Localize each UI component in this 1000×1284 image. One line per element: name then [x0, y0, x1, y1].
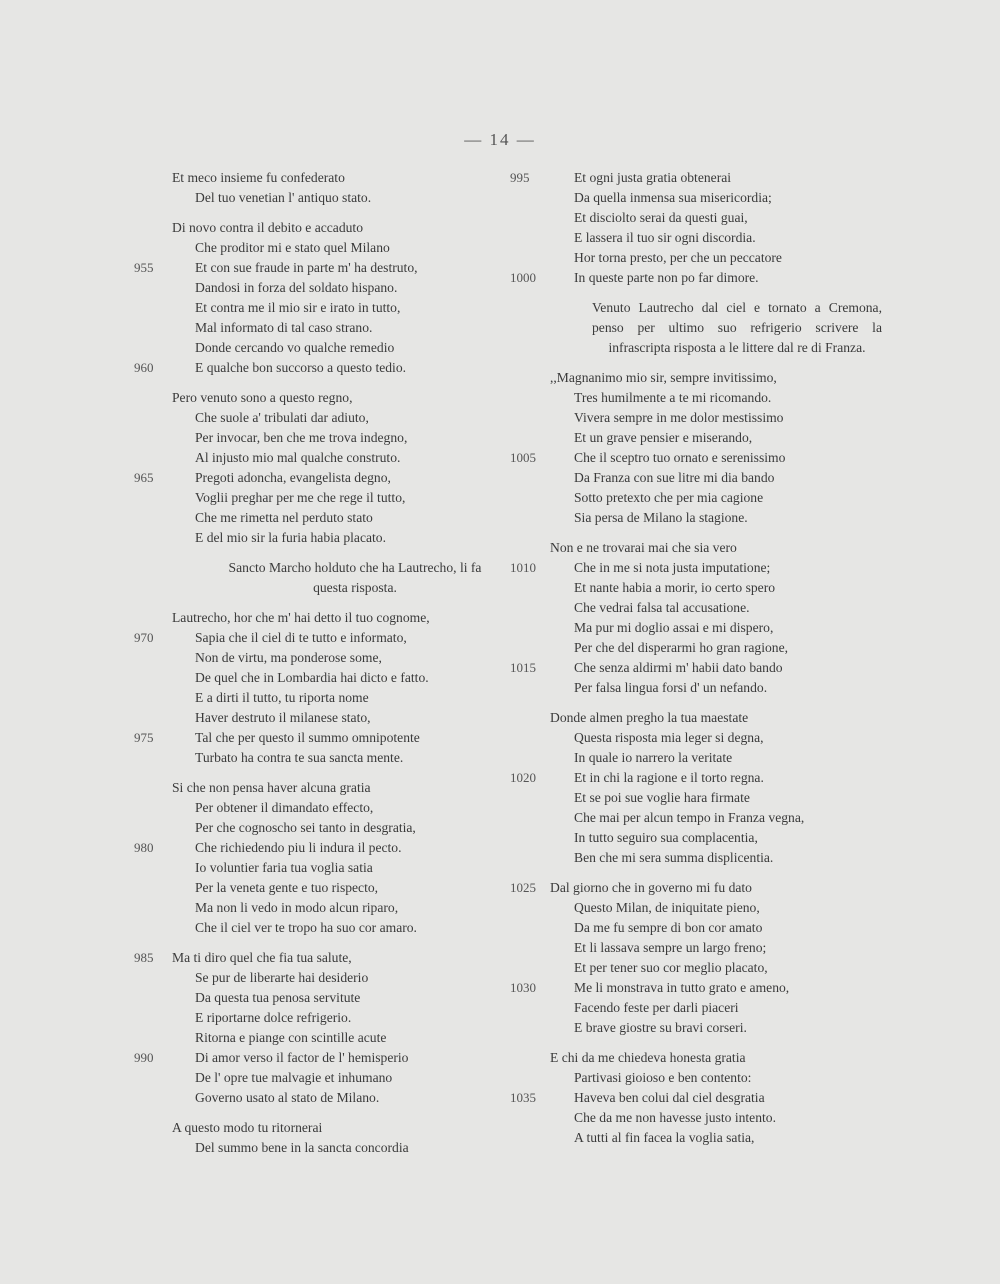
verse-text: Sia persa de Milano la stagione. — [574, 510, 748, 525]
stanza — [132, 168, 500, 208]
stanza-gap — [132, 378, 500, 388]
verse-line — [132, 878, 500, 898]
verse-text: E del mio sir la furia habia placato. — [195, 530, 386, 545]
verse-line — [508, 1068, 888, 1088]
verse-line — [508, 808, 888, 828]
verse-text: Hor torna presto, per che un peccatore — [574, 250, 782, 265]
line-number: 1000 — [510, 270, 536, 285]
verse-line — [132, 258, 500, 278]
stanza-gap — [508, 868, 888, 878]
verse-line — [132, 428, 500, 448]
verse-text: Ma ti diro quel che fia tua salute, — [172, 950, 352, 965]
verse-text: Lautrecho, hor che m' hai detto il tuo cognome, — [172, 610, 430, 625]
verse-line — [132, 1138, 500, 1158]
verse-line — [132, 168, 500, 188]
verse-line — [132, 278, 500, 298]
verse-text: Facendo feste per darli piaceri — [574, 1000, 739, 1015]
verse-line — [132, 668, 500, 688]
verse-line — [508, 978, 888, 998]
verse-line — [132, 1088, 500, 1108]
verse-line — [508, 448, 888, 468]
verse-line — [508, 508, 888, 528]
verse-text: De l' opre tue malvagie et inhumano — [195, 1070, 393, 1085]
prose-heading: Sancto Marcho holduto che ha Lautrecho, li fa questa risposta. — [228, 560, 482, 595]
verse-text: Per falsa lingua forsi d' un nefando. — [574, 680, 768, 695]
verse-line — [132, 358, 500, 378]
line-number: 1005 — [510, 450, 536, 465]
verse-line — [132, 1068, 500, 1088]
verse-line — [132, 858, 500, 878]
line-number: 975 — [134, 730, 154, 745]
verse-text: Donde cercando vo qualche remedio — [195, 340, 395, 355]
verse-line — [132, 388, 500, 408]
verse-line — [508, 618, 888, 638]
verse-text: Et contra me il mio sir e irato in tutto, — [195, 300, 401, 315]
verse-text: Da quella inmensa sua misericordia; — [574, 190, 772, 205]
verse-line — [132, 798, 500, 818]
prose-heading: Venuto Lautrecho dal ciel e tornato a Cremona, penso per ultimo suo refrigerio scrivere la infrascripta risposta a le littere dal re di Franza. — [592, 300, 882, 355]
verse-line — [508, 598, 888, 618]
verse-line — [132, 488, 500, 508]
stanza-gap — [508, 698, 888, 708]
verse-line — [132, 688, 500, 708]
verse-text: Haveva ben colui dal ciel desgratia — [574, 1090, 765, 1105]
verse-text: Che richiedendo piu li indura il pecto. — [195, 840, 402, 855]
verse-text: Che me rimetta nel perduto stato — [195, 510, 373, 525]
verse-line — [132, 778, 500, 798]
verse-text: Che suole a' tribulati dar adiuto, — [195, 410, 369, 425]
verse-line — [132, 918, 500, 938]
stanza — [132, 218, 500, 378]
verse-line — [508, 828, 888, 848]
verse-text: Dal giorno che in governo mi fu dato — [550, 880, 752, 895]
line-number: 1030 — [510, 980, 536, 995]
line-number: 1015 — [510, 660, 536, 675]
verse-text: Et per tener suo cor meglio placato, — [574, 960, 768, 975]
verse-line — [508, 228, 888, 248]
verse-text: Voglii preghar per me che rege il tutto, — [195, 490, 406, 505]
verse-line — [132, 988, 500, 1008]
verse-line — [508, 878, 888, 898]
verse-text: Tal che per questo il summo omnipotente — [195, 730, 420, 745]
verse-line — [508, 768, 888, 788]
verse-text: A questo modo tu ritornerai — [172, 1120, 323, 1135]
verse-text: Et un grave pensier e miserando, — [574, 430, 753, 445]
verse-text: Si che non pensa haver alcuna gratia — [172, 780, 371, 795]
verse-text: Che vedrai falsa tal accusatione. — [574, 600, 750, 615]
line-number: 985 — [134, 950, 154, 965]
line-number: 1020 — [510, 770, 536, 785]
verse-text: De quel che in Lombardia hai dicto e fatto. — [195, 670, 429, 685]
stanza — [508, 1048, 888, 1148]
stanza-gap — [132, 208, 500, 218]
verse-line — [132, 468, 500, 488]
line-number: 980 — [134, 840, 154, 855]
verse-line — [132, 968, 500, 988]
verse-text: Da Franza con sue litre mi dia bando — [574, 470, 775, 485]
verse-text: Pregoti adoncha, evangelista degno, — [195, 470, 391, 485]
verse-line — [132, 1008, 500, 1028]
verse-text: Ma non li vedo in modo alcun riparo, — [195, 900, 399, 915]
line-number: 970 — [134, 630, 154, 645]
verse-text: Di amor verso il factor de l' hemisperio — [195, 1050, 409, 1065]
line-number: 990 — [134, 1050, 154, 1065]
verse-line — [508, 788, 888, 808]
verse-text: Ben che mi sera summa displicentia. — [574, 850, 774, 865]
stanza-gap — [508, 288, 888, 298]
verse-line — [132, 508, 500, 528]
verse-line — [508, 408, 888, 428]
verse-line — [508, 558, 888, 578]
verse-line — [508, 1088, 888, 1108]
verse-text: ,,Magnanimo mio sir, sempre invitissimo, — [550, 370, 777, 385]
verse-text: E lassera il tuo sir ogni discordia. — [574, 230, 756, 245]
verse-line — [132, 648, 500, 668]
verse-text: Et meco insieme fu confederato — [172, 170, 345, 185]
verse-text: E brave giostre su bravi corseri. — [574, 1020, 747, 1035]
verse-text: Sotto pretexto che per mia cagione — [574, 490, 764, 505]
line-number: 995 — [510, 170, 530, 185]
verse-line — [508, 898, 888, 918]
verse-line — [132, 188, 500, 208]
stanza — [132, 778, 500, 938]
verse-line — [508, 998, 888, 1018]
verse-text: A tutti al fin facea la voglia satia, — [574, 1130, 755, 1145]
verse-line — [508, 538, 888, 558]
verse-text: Questo Milan, de iniquitate pieno, — [574, 900, 760, 915]
verse-text: Che senza aldirmi m' habii dato bando — [574, 660, 783, 675]
verse-text: Dandosi in forza del soldato hispano. — [195, 280, 398, 295]
verse-line — [508, 1048, 888, 1068]
verse-text: In queste parte non po far dimore. — [574, 270, 759, 285]
verse-text: Per che del disperarmi ho gran ragione, — [574, 640, 789, 655]
verse-line — [508, 958, 888, 978]
right-column — [508, 168, 888, 1148]
verse-text: Et li lassava sempre un largo freno; — [574, 940, 767, 955]
verse-text: Da me fu sempre di bon cor amato — [574, 920, 763, 935]
verse-line — [508, 918, 888, 938]
verse-line — [132, 448, 500, 468]
verse-text: Et con sue fraude in parte m' ha destruto, — [195, 260, 418, 275]
stanza — [508, 538, 888, 698]
verse-line — [508, 938, 888, 958]
verse-text: Et in chi la ragione e il torto regna. — [574, 770, 764, 785]
verse-text: Che il ciel ver te tropo ha suo cor amaro. — [195, 920, 417, 935]
verse-line — [132, 628, 500, 648]
verse-text: Haver destruto il milanese stato, — [195, 710, 371, 725]
verse-text: Et se poi sue voglie hara firmate — [574, 790, 750, 805]
stanza — [508, 168, 888, 288]
verse-line — [508, 208, 888, 228]
verse-line — [508, 168, 888, 188]
verse-line — [132, 898, 500, 918]
verse-text: Del tuo venetian l' antiquo stato. — [195, 190, 372, 205]
verse-text: Che proditor mi e stato quel Milano — [195, 240, 390, 255]
verse-line — [132, 1118, 500, 1138]
stanza-gap — [508, 1038, 888, 1048]
verse-text: Se pur de liberarte hai desiderio — [195, 970, 369, 985]
verse-line — [132, 608, 500, 628]
verse-line — [508, 468, 888, 488]
verse-line — [508, 748, 888, 768]
stanza — [132, 608, 500, 768]
stanza-gap — [508, 358, 888, 368]
verse-text: E chi da me chiedeva honesta gratia — [550, 1050, 746, 1065]
verse-line — [132, 298, 500, 318]
verse-line — [508, 248, 888, 268]
verse-text: Donde almen pregho la tua maestate — [550, 710, 749, 725]
verse-line — [508, 388, 888, 408]
line-number: 960 — [134, 360, 154, 375]
verse-text: Per obtener il dimandato effecto, — [195, 800, 374, 815]
verse-line — [508, 638, 888, 658]
verse-line — [132, 708, 500, 728]
line-number: 1035 — [510, 1090, 536, 1105]
verse-text: Non e ne trovarai mai che sia vero — [550, 540, 737, 555]
stanza — [508, 878, 888, 1038]
verse-text: E a dirti il tutto, tu riporta nome — [195, 690, 369, 705]
verse-text: In quale io narrero la veritate — [574, 750, 733, 765]
verse-line — [508, 728, 888, 748]
verse-line — [508, 268, 888, 288]
stanza-gap — [132, 1108, 500, 1118]
verse-text: Del summo bene in la sancta concordia — [195, 1140, 409, 1155]
verse-line — [132, 408, 500, 428]
verse-line — [508, 488, 888, 508]
verse-text: Da questa tua penosa servitute — [195, 990, 361, 1005]
verse-text: Non de virtu, ma ponderose some, — [195, 650, 382, 665]
verse-line — [132, 748, 500, 768]
verse-line — [132, 528, 500, 548]
verse-text: Governo usato al stato de Milano. — [195, 1090, 380, 1105]
verse-text: Mal informato di tal caso strano. — [195, 320, 373, 335]
verse-text: Questa risposta mia leger si degna, — [574, 730, 764, 745]
verse-text: Ritorna e piange con scintille acute — [195, 1030, 387, 1045]
verse-line — [132, 338, 500, 358]
stanza-gap — [132, 598, 500, 608]
verse-text: Che da me non havesse justo intento. — [574, 1110, 776, 1125]
verse-text: Io voluntier faria tua voglia satia — [195, 860, 373, 875]
verse-text: Per invocar, ben che me trova indegno, — [195, 430, 408, 445]
verse-text: Et disciolto serai da questi guai, — [574, 210, 748, 225]
stanza-gap — [508, 528, 888, 538]
verse-line — [132, 948, 500, 968]
verse-text: Et nante habia a morir, io certo spero — [574, 580, 776, 595]
verse-line — [132, 728, 500, 748]
verse-text: Tres humilmente a te mi ricomando. — [574, 390, 772, 405]
verse-line — [508, 428, 888, 448]
verse-text: Per che cognoscho sei tanto in desgratia, — [195, 820, 416, 835]
verse-text: Sapia che il ciel di te tutto e informato, — [195, 630, 407, 645]
verse-text: Pero venuto sono a questo regno, — [172, 390, 353, 405]
verse-text: Per la veneta gente e tuo rispecto, — [195, 880, 379, 895]
verse-line — [132, 1048, 500, 1068]
verse-line — [508, 1128, 888, 1148]
verse-text: Vivera sempre in me dolor mestissimo — [574, 410, 784, 425]
verse-line — [132, 318, 500, 338]
stanza — [132, 1118, 500, 1158]
stanza-gap — [132, 938, 500, 948]
verse-text: Che mai per alcun tempo in Franza vegna, — [574, 810, 805, 825]
verse-line — [132, 218, 500, 238]
line-number: 965 — [134, 470, 154, 485]
stanza — [508, 708, 888, 868]
verse-line — [508, 578, 888, 598]
verse-line — [508, 848, 888, 868]
verse-text: Ma pur mi doglio assai e mi dispero, — [574, 620, 774, 635]
verse-line — [508, 678, 888, 698]
verse-text: Che in me si nota justa imputatione; — [574, 560, 771, 575]
verse-line — [132, 838, 500, 858]
stanza — [508, 368, 888, 528]
line-number: 1010 — [510, 560, 536, 575]
verse-text: Che il sceptro tuo ornato e serenissimo — [574, 450, 786, 465]
verse-text: Me li monstrava in tutto grato e ameno, — [574, 980, 790, 995]
verse-text: Al injusto mio mal qualche construto. — [195, 450, 401, 465]
verse-text: Di novo contra il debito e accaduto — [172, 220, 364, 235]
page-number: — 14 — — [464, 130, 536, 149]
left-column — [132, 168, 500, 1158]
verse-line — [132, 1028, 500, 1048]
stanza — [132, 948, 500, 1108]
verse-text: E riportarne dolce refrigerio. — [195, 1010, 352, 1025]
verse-line — [508, 188, 888, 208]
line-number: 1025 — [510, 880, 536, 895]
verse-line — [508, 1108, 888, 1128]
verse-text: Turbato ha contra te sua sancta mente. — [195, 750, 404, 765]
verse-line — [508, 658, 888, 678]
verse-text: E qualche bon succorso a questo tedio. — [195, 360, 407, 375]
verse-line — [508, 708, 888, 728]
verse-text: Et ogni justa gratia obtenerai — [574, 170, 732, 185]
verse-line — [132, 818, 500, 838]
stanza-gap — [132, 768, 500, 778]
line-number: 955 — [134, 260, 154, 275]
stanza-gap — [132, 548, 500, 558]
verse-line — [508, 368, 888, 388]
verse-text: Partivasi gioioso e ben contento: — [574, 1070, 752, 1085]
verse-line — [132, 238, 500, 258]
verse-line — [508, 1018, 888, 1038]
stanza — [132, 388, 500, 548]
verse-text: In tutto seguiro sua complacentia, — [574, 830, 758, 845]
